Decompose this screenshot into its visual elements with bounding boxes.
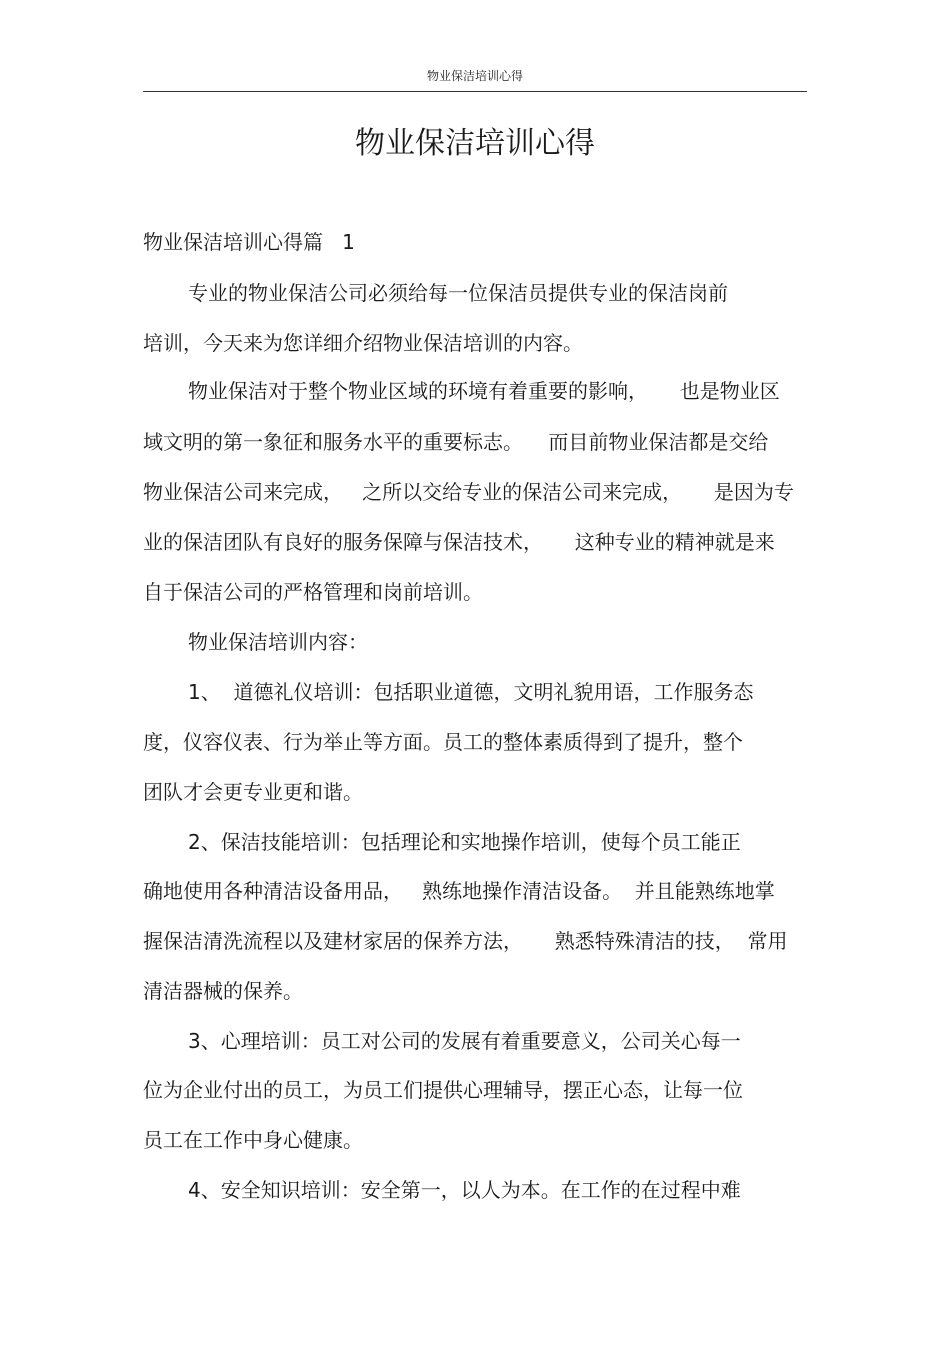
list-item-line: 员工在工作中身心健康。 <box>143 1128 363 1152</box>
list-item-line: 3、心理培训：员工对公司的发展有着重要意义，公司关心每一 <box>188 1029 741 1053</box>
paragraph-line: 物业保洁培训内容： <box>188 630 368 654</box>
paragraph-line: 域文明的第一象征和服务水平的重要标志。 而目前物业保洁都是交给 <box>143 430 769 454</box>
list-item-line: 4、安全知识培训：安全第一，以人为本。在工作的在过程中难 <box>188 1178 741 1202</box>
list-item-line: 确地使用各种清洁设备用品， 熟练地操作清洁设备。 并且能熟练地掌 <box>143 879 775 903</box>
list-item-line: 位为企业付出的员工，为员工们提供心理辅导，摆正心态，让每一位 <box>143 1078 743 1102</box>
paragraph-line: 物业保洁公司来完成， 之所以交给专业的保洁公司来完成， 是因为专 <box>143 480 794 504</box>
paragraph-line: 专业的物业保洁公司必须给每一位保洁员提供专业的保洁岗前 <box>188 281 728 305</box>
paragraph-line: 自于保洁公司的严格管理和岗前培训。 <box>143 580 483 604</box>
running-header: 物业保洁培训心得 <box>426 69 523 83</box>
list-item-line: 团队才会更专业更和谐。 <box>143 780 363 804</box>
header-divider <box>143 91 807 92</box>
paragraph-line: 培训，今天来为您详细介绍物业保洁培训的内容。 <box>143 331 583 355</box>
list-item-line: 1、 道德礼仪培训：包括职业道德，文明礼貌用语，工作服务态 <box>188 680 754 704</box>
section-heading: 物业保洁培训心得篇 1 <box>143 230 355 254</box>
paragraph-line: 业的保洁团队有良好的服务保障与保洁技术， 这种专业的精神就是来 <box>143 530 775 554</box>
list-item-line: 2、保洁技能培训：包括理论和实地操作培训，使每个员工能正 <box>188 830 741 854</box>
list-item-line: 清洁器械的保养。 <box>143 979 303 1003</box>
paragraph-line: 物业保洁对于整个物业区域的环境有着重要的影响， 也是物业区 <box>188 379 780 403</box>
page-title: 物业保洁培训心得 <box>355 126 595 161</box>
list-item-line: 握保洁清洗流程以及建材家居的保养方法， 熟悉特殊清洁的技， 常用 <box>143 929 788 953</box>
list-item-line: 度，仪容仪表、行为举止等方面。员工的整体素质得到了提升，整个 <box>143 730 743 754</box>
